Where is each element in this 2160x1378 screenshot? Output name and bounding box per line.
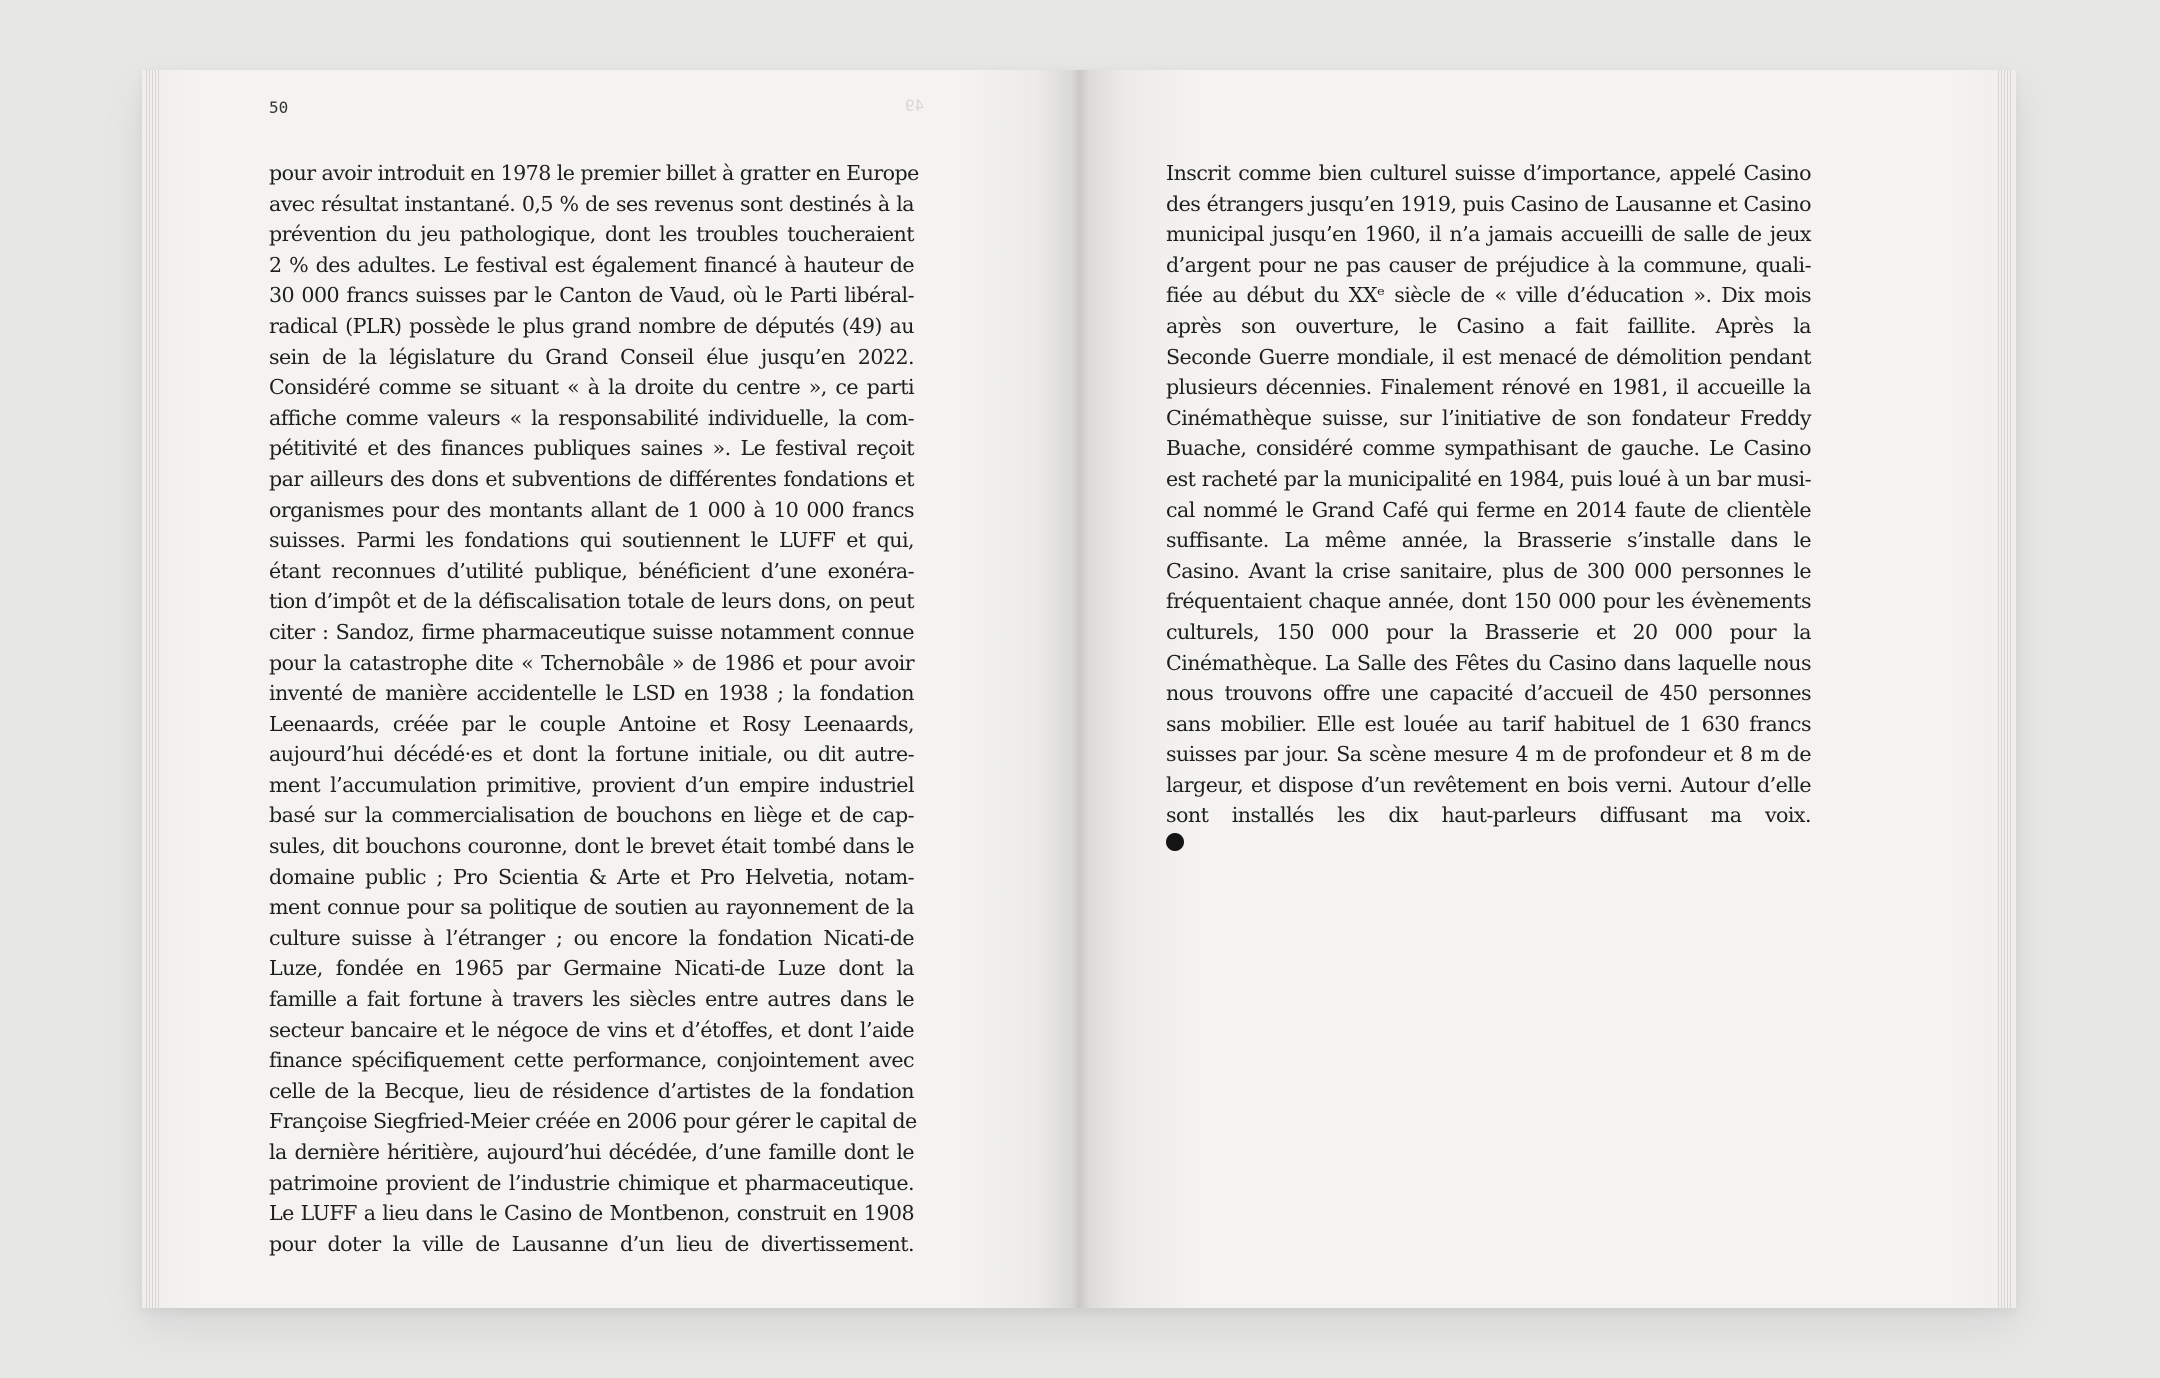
text-line: citer : Sandoz, firme pharmaceutique suisse notamment connue (269, 619, 914, 644)
text-line: largeur, et dispose d’un revêtement en bois verni. Autour d’elle (1166, 772, 1811, 797)
text-line: Leenaards, créée par le couple Antoine et Rosy Leenaards, (269, 711, 914, 736)
text-line: famille a fait fortune à travers les siècles entre autres dans le (269, 987, 914, 1012)
page-edge-lines-right (1998, 70, 2012, 1308)
text-line: est racheté par la municipalité en 1984, puis loué à un bar musi- (1166, 466, 1811, 491)
text-line: sein de la législature du Grand Conseil élue jusqu’en 2022. (269, 344, 914, 369)
text-line: organismes pour des montants allant de 1 000 à 10 000 francs (269, 497, 914, 522)
text-line: des étrangers jusqu’en 1919, puis Casino de Lausanne et Casino (1166, 191, 1811, 216)
page-edge-lines-left (146, 70, 160, 1308)
text-line: tion d’impôt et de la défiscalisation totale de leurs dons, on peut (269, 589, 914, 614)
text-line: fréquentaient chaque année, dont 150 000 pour les évènements (1166, 589, 1811, 614)
body-text-left (269, 158, 919, 1259)
left-page (142, 70, 1079, 1308)
text-line: pour avoir introduit en 1978 le premier billet à gratter en Europe (269, 161, 919, 185)
text-line: Casino. Avant la crise sanitaire, plus de 300 000 personnes le (1166, 558, 1811, 583)
text-line: finance spécifiquement cette performance, conjointement avec (269, 1048, 914, 1073)
text-line: 2 % des adultes. Le festival est également financé à hauteur de (269, 252, 914, 277)
text-line: pétitivité et des finances publiques saines ». Le festival reçoit (269, 436, 914, 461)
text-line: avec résultat instantané. 0,5 % de ses revenus sont destinés à la (269, 191, 914, 216)
text-line: radical (PLR) possède le plus grand nombre de députés (49) au (269, 313, 914, 338)
text-line: d’argent pour ne pas causer de préjudice à la commune, quali- (1166, 252, 1811, 277)
text-line: affiche comme valeurs « la responsabilité individuelle, la com- (269, 405, 914, 430)
text-line: suisses. Parmi les fondations qui soutiennent le LUFF et qui, (269, 528, 914, 553)
book-spread (142, 70, 2016, 1308)
text-line: municipal jusqu’en 1960, il n’a jamais accueilli de salle de jeux (1166, 222, 1811, 247)
text-line: la dernière héritière, aujourd’hui décédée, d’une famille dont le (269, 1140, 914, 1164)
text-line: étant reconnues d’utilité publique, bénéficient d’une exonéra- (269, 558, 914, 583)
text-line: prévention du jeu pathologique, dont les troubles toucheraient (269, 222, 914, 247)
text-line: patrimoine provient de l’industrie chimique et pharmaceutique. (269, 1170, 914, 1195)
text-line: secteur bancaire et le négoce de vins et d’étoffes, et dont l’aide (269, 1017, 914, 1042)
text-line: celle de la Becque, lieu de résidence d’artistes de la fondation (269, 1078, 914, 1103)
text-line: aujourd’hui décédé·es et dont la fortune initiale, ou dit autre- (269, 742, 914, 767)
text-line: fiée au début du XXᵉ siècle de « ville d’éducation ». Dix mois (1166, 283, 1811, 308)
text-line: par ailleurs des dons et subventions de différentes fondations et (269, 466, 914, 491)
text-line: cal nommé le Grand Café qui ferme en 2014 faute de clientèle (1166, 497, 1811, 522)
text-line: sules, dit bouchons couronne, dont le brevet était tombé dans le (269, 834, 914, 859)
right-page (1079, 70, 2016, 1308)
text-line: Inscrit comme bien culturel suisse d’importance, appelé Casino (1166, 161, 1811, 185)
end-of-text-bullet-icon (1166, 833, 1184, 851)
show-through-page-number: 49 (904, 96, 924, 115)
text-line: nous trouvons offre une capacité d’accueil de 450 personnes (1166, 681, 1811, 706)
text-line: après son ouverture, le Casino a fait faillite. Après la (1166, 313, 1811, 338)
text-line: domaine public ; Pro Scientia & Arte et Pro Helvetia, notam- (269, 864, 914, 889)
text-line: culturels, 150 000 pour la Brasserie et 20 000 pour la (1166, 619, 1811, 644)
text-line: Cinémathèque. La Salle des Fêtes du Casino dans laquelle nous (1166, 650, 1811, 675)
text-line: sont installés les dix haut-parleurs diffusant ma voix. (1166, 803, 1811, 828)
text-line: suffisante. La même année, la Brasserie s’installe dans le (1166, 528, 1811, 553)
text-line: plusieurs décennies. Finalement rénové en 1981, il accueille la (1166, 375, 1811, 400)
text-line: ment l’accumulation primitive, provient d’un empire industriel (269, 772, 914, 797)
text-line: basé sur la commercialisation de bouchons en liège et de cap- (269, 803, 914, 828)
page-number: 50 (269, 98, 289, 117)
text-line: inventé de manière accidentelle le LSD en 1938 ; la fondation (269, 681, 914, 706)
text-line: Considéré comme se situant « à la droite du centre », ce parti (269, 375, 914, 400)
text-line: culture suisse à l’étranger ; ou encore la fondation Nicati-de (269, 925, 914, 950)
text-line: pour la catastrophe dite « Tchernobâle » de 1986 et pour avoir (269, 650, 914, 675)
text-line: Seconde Guerre mondiale, il est menacé de démolition pendant (1166, 344, 1811, 369)
text-line: 30 000 francs suisses par le Canton de Vaud, où le Parti libéral- (269, 283, 914, 308)
text-line: Buache, considéré comme sympathisant de gauche. Le Casino (1166, 436, 1811, 461)
text-line: pour doter la ville de Lausanne d’un lieu de divertissement. (269, 1231, 914, 1256)
body-text-right (1166, 158, 1811, 831)
text-line: Cinémathèque suisse, sur l’initiative de son fondateur Freddy (1166, 405, 1811, 430)
text-line: ment connue pour sa politique de soutien au rayonnement de la (269, 895, 914, 920)
text-line: sans mobilier. Elle est louée au tarif habituel de 1 630 francs (1166, 711, 1811, 736)
text-line: suisses par jour. Sa scène mesure 4 m de profondeur et 8 m de (1166, 742, 1811, 767)
text-line: Le LUFF a lieu dans le Casino de Montbenon, construit en 1908 (269, 1201, 914, 1226)
text-line: Luze, fondée en 1965 par Germaine Nicati-de Luze dont la (269, 956, 914, 981)
text-line: Françoise Siegfried-Meier créée en 2006 pour gérer le capital de (269, 1109, 917, 1134)
